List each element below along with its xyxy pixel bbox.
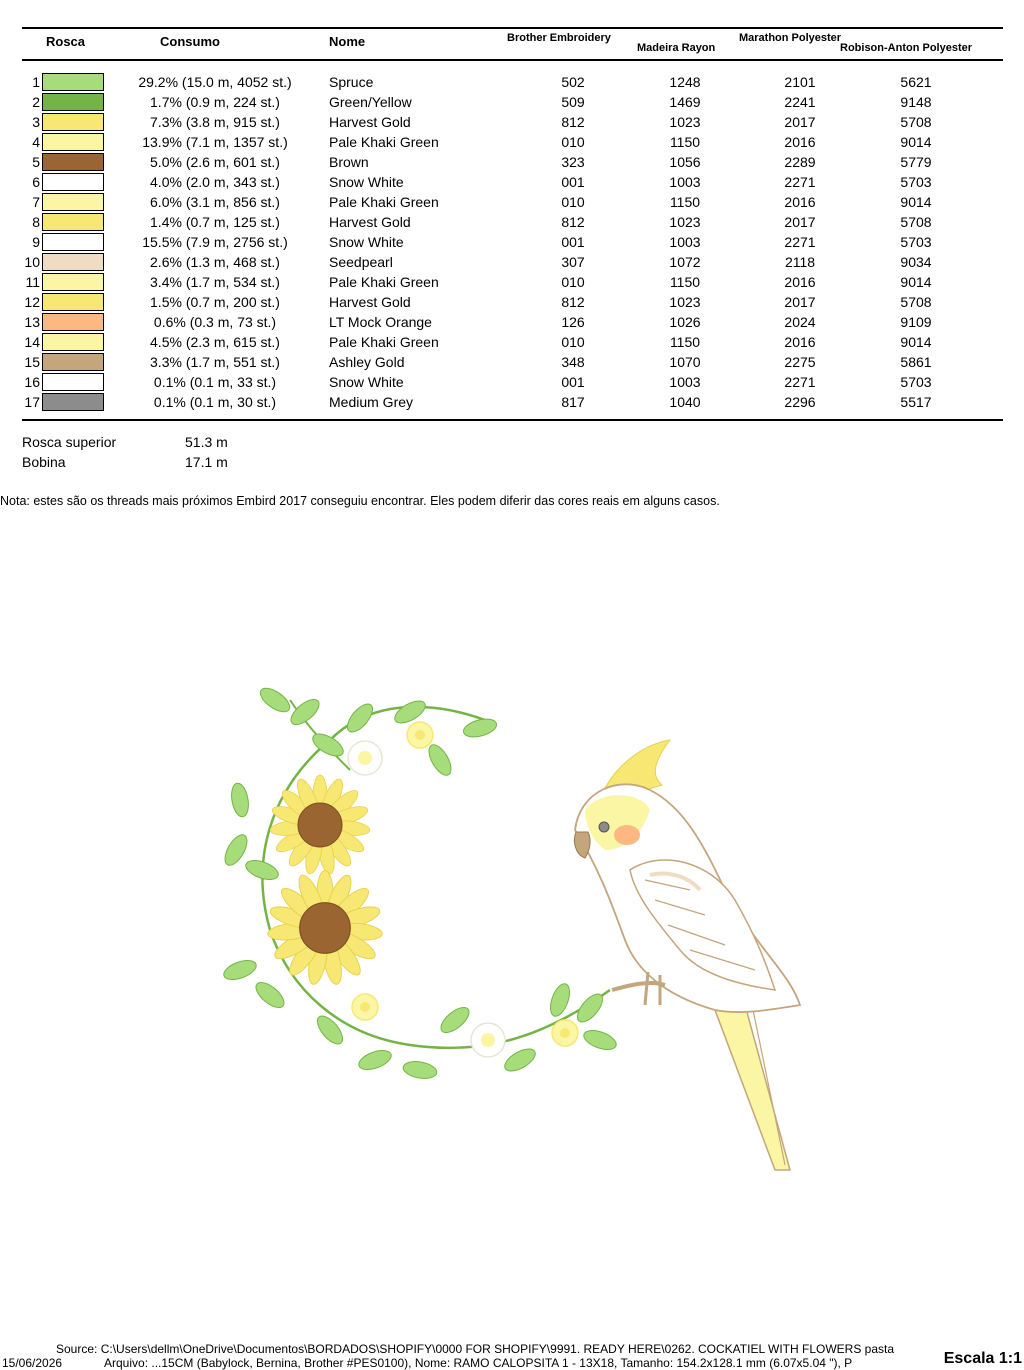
- row-thread-name: Pale Khaki Green: [329, 194, 439, 210]
- color-swatch: [42, 233, 104, 251]
- row-madeira-code: 1023: [669, 214, 701, 230]
- color-swatch: [42, 273, 104, 291]
- row-index: 5: [32, 154, 40, 170]
- row-brother-code: 010: [561, 134, 585, 150]
- row-robison-code: 9014: [900, 134, 932, 150]
- row-index: 17: [24, 394, 40, 410]
- row-marathon-code: 2101: [784, 74, 816, 90]
- row-index: 16: [24, 374, 40, 390]
- color-swatch: [42, 213, 104, 231]
- upper-thread-value: 51.3 m: [185, 434, 228, 450]
- row-consumption: 7.3% (3.8 m, 915 st.): [150, 114, 280, 130]
- row-robison-code: 9034: [900, 254, 932, 270]
- table-row: [0, 92, 1024, 112]
- row-index: 14: [24, 334, 40, 350]
- row-consumption: 3.4% (1.7 m, 534 st.): [150, 274, 280, 290]
- table-row: [0, 112, 1024, 132]
- row-robison-code: 5621: [900, 74, 932, 90]
- row-madeira-code: 1003: [669, 174, 701, 190]
- row-index: 13: [24, 314, 40, 330]
- footer-file: Arquivo: ...15CM (Babylock, Bernina, Brother #PES0100), Nome: RAMO CALOPSITA 1 - 13X18, Tamanho: 154.2x128.1 mm (6.07x5.04 "), P: [104, 1356, 853, 1370]
- table-row: [0, 372, 1024, 392]
- row-madeira-code: 1150: [669, 194, 701, 210]
- row-thread-name: Snow White: [329, 374, 404, 390]
- color-swatch: [42, 313, 104, 331]
- row-madeira-code: 1040: [669, 394, 701, 410]
- row-madeira-code: 1070: [669, 354, 701, 370]
- row-marathon-code: 2275: [784, 354, 816, 370]
- header-madeira: Madeira Rayon: [637, 42, 716, 54]
- table-row: [0, 312, 1024, 332]
- row-consumption: 5.0% (2.6 m, 601 st.): [150, 154, 280, 170]
- row-robison-code: 9014: [900, 334, 932, 350]
- row-robison-code: 9014: [900, 194, 932, 210]
- embroidery-design-image: [0, 520, 1024, 1330]
- row-marathon-code: 2017: [784, 214, 816, 230]
- table-row: [0, 392, 1024, 412]
- table-row: [0, 232, 1024, 252]
- row-thread-name: Harvest Gold: [329, 214, 411, 230]
- row-thread-name: Pale Khaki Green: [329, 334, 439, 350]
- row-consumption: 3.3% (1.7 m, 551 st.): [150, 354, 280, 370]
- row-thread-name: Harvest Gold: [329, 294, 411, 310]
- row-brother-code: 817: [561, 394, 585, 410]
- row-brother-code: 001: [561, 374, 585, 390]
- row-marathon-code: 2289: [784, 154, 816, 170]
- color-swatch: [42, 393, 104, 411]
- row-marathon-code: 2016: [784, 334, 816, 350]
- row-madeira-code: 1072: [669, 254, 701, 270]
- row-robison-code: 5517: [900, 394, 932, 410]
- row-madeira-code: 1248: [669, 74, 701, 90]
- row-marathon-code: 2241: [784, 94, 816, 110]
- row-brother-code: 001: [561, 174, 585, 190]
- row-madeira-code: 1003: [669, 234, 701, 250]
- row-consumption: 4.0% (2.0 m, 343 st.): [150, 174, 280, 190]
- row-thread-name: Pale Khaki Green: [329, 134, 439, 150]
- color-swatch: [42, 133, 104, 151]
- table-row: [0, 332, 1024, 352]
- row-thread-name: Green/Yellow: [329, 94, 412, 110]
- color-swatch: [42, 333, 104, 351]
- row-madeira-code: 1003: [669, 374, 701, 390]
- footer-date: 15/06/2026: [2, 1356, 63, 1370]
- row-consumption: 0.1% (0.1 m, 33 st.): [153, 374, 277, 390]
- row-robison-code: 5703: [900, 234, 932, 250]
- header-robison: Robison-Anton Polyester: [840, 42, 973, 54]
- row-brother-code: 010: [561, 274, 585, 290]
- row-thread-name: Spruce: [329, 74, 374, 90]
- row-robison-code: 5708: [900, 214, 932, 230]
- row-brother-code: 509: [561, 94, 585, 110]
- row-marathon-code: 2118: [784, 254, 816, 270]
- row-thread-name: Pale Khaki Green: [329, 274, 439, 290]
- footer-scale: Escala 1:1: [943, 1350, 1022, 1367]
- sunflower-icon: [270, 775, 371, 875]
- row-robison-code: 5708: [900, 114, 932, 130]
- row-brother-code: 812: [561, 214, 585, 230]
- table-row: [0, 72, 1024, 92]
- row-index: 8: [32, 214, 40, 230]
- footer-source: Source: C:\Users\dellm\OneDrive\Documentos\BORDADOS\SHOPIFY\0000 FOR SHOPIFY\9991. READY HERE\0262. COCKATIEL WITH FLOWERS pasta: [56, 1342, 895, 1356]
- row-thread-name: Harvest Gold: [329, 114, 411, 130]
- color-swatch: [42, 373, 104, 391]
- header-consumo: Consumo: [160, 34, 220, 49]
- color-swatch: [42, 73, 104, 91]
- row-thread-name: Snow White: [329, 174, 404, 190]
- table-header-rule: [22, 59, 1003, 61]
- color-swatch: [42, 353, 104, 371]
- row-brother-code: 126: [561, 314, 585, 330]
- row-brother-code: 307: [561, 254, 585, 270]
- row-robison-code: 5779: [900, 154, 932, 170]
- row-madeira-code: 1150: [669, 134, 701, 150]
- row-consumption: 1.5% (0.7 m, 200 st.): [150, 294, 280, 310]
- color-swatch: [42, 253, 104, 271]
- row-thread-name: Snow White: [329, 234, 404, 250]
- row-madeira-code: 1150: [669, 274, 701, 290]
- row-robison-code: 5708: [900, 294, 932, 310]
- row-robison-code: 9148: [900, 94, 932, 110]
- bobbin-value: 17.1 m: [185, 454, 228, 470]
- row-marathon-code: 2017: [784, 294, 816, 310]
- table-row: [0, 172, 1024, 192]
- table-bottom-rule: [22, 419, 1003, 421]
- row-brother-code: 010: [561, 334, 585, 350]
- row-marathon-code: 2271: [784, 174, 816, 190]
- row-marathon-code: 2296: [784, 394, 816, 410]
- sunflower-icon: [267, 871, 383, 986]
- header-marathon: Marathon Polyester: [739, 32, 842, 44]
- row-madeira-code: 1150: [669, 334, 701, 350]
- row-madeira-code: 1056: [669, 154, 701, 170]
- row-brother-code: 812: [561, 114, 585, 130]
- row-robison-code: 9014: [900, 274, 932, 290]
- table-row: [0, 192, 1024, 212]
- white-flower-icon: [348, 722, 578, 1057]
- row-madeira-code: 1026: [669, 314, 701, 330]
- row-marathon-code: 2271: [784, 374, 816, 390]
- row-marathon-code: 2016: [784, 274, 816, 290]
- row-brother-code: 001: [561, 234, 585, 250]
- color-swatch: [42, 113, 104, 131]
- bobbin-label: Bobina: [22, 454, 66, 470]
- table-top-rule: [22, 27, 1003, 29]
- row-index: 1: [32, 74, 40, 90]
- row-madeira-code: 1023: [669, 294, 701, 310]
- cockatiel-icon: [574, 740, 800, 1170]
- row-brother-code: 010: [561, 194, 585, 210]
- header-brother: Brother Embroidery: [507, 32, 611, 44]
- table-row: [0, 292, 1024, 312]
- header-rosca: Rosca: [46, 34, 86, 49]
- color-swatch: [42, 173, 104, 191]
- row-brother-code: 323: [561, 154, 585, 170]
- row-consumption: 0.1% (0.1 m, 30 st.): [153, 394, 277, 410]
- row-thread-name: Ashley Gold: [329, 354, 405, 370]
- color-swatch: [42, 193, 104, 211]
- row-consumption: 1.7% (0.9 m, 224 st.): [150, 94, 280, 110]
- row-index: 4: [32, 134, 40, 150]
- row-marathon-code: 2016: [784, 134, 816, 150]
- row-index: 7: [32, 194, 40, 210]
- thread-note: Nota: estes são os threads mais próximos Embird 2017 conseguiu encontrar. Eles podem diferir das cores reais em alguns casos.: [0, 494, 720, 508]
- row-robison-code: 5703: [900, 374, 932, 390]
- row-thread-name: LT Mock Orange: [329, 314, 432, 330]
- row-madeira-code: 1469: [669, 94, 701, 110]
- table-row: [0, 352, 1024, 372]
- row-marathon-code: 2016: [784, 194, 816, 210]
- table-row: [0, 152, 1024, 172]
- row-consumption: 4.5% (2.3 m, 615 st.): [150, 334, 280, 350]
- row-index: 15: [24, 354, 40, 370]
- row-consumption: 13.9% (7.1 m, 1357 st.): [142, 134, 288, 150]
- row-index: 10: [24, 254, 40, 270]
- row-consumption: 1.4% (0.7 m, 125 st.): [150, 214, 280, 230]
- color-swatch: [42, 293, 104, 311]
- row-consumption: 15.5% (7.9 m, 2756 st.): [142, 234, 288, 250]
- row-consumption: 6.0% (3.1 m, 856 st.): [150, 194, 280, 210]
- row-index: 12: [24, 294, 40, 310]
- row-consumption: 0.6% (0.3 m, 73 st.): [153, 314, 277, 330]
- row-index: 2: [32, 94, 40, 110]
- row-index: 11: [25, 274, 40, 290]
- thread-table-body: [0, 72, 1024, 412]
- color-swatch: [42, 153, 104, 171]
- row-robison-code: 5703: [900, 174, 932, 190]
- row-robison-code: 9109: [900, 314, 932, 330]
- table-row: [0, 212, 1024, 232]
- table-row: [0, 272, 1024, 292]
- color-swatch: [42, 93, 104, 111]
- row-brother-code: 502: [561, 74, 585, 90]
- row-robison-code: 5861: [900, 354, 932, 370]
- table-row: [0, 132, 1024, 152]
- row-marathon-code: 2024: [784, 314, 816, 330]
- row-index: 3: [32, 114, 40, 130]
- row-marathon-code: 2271: [784, 234, 816, 250]
- row-thread-name: Medium Grey: [329, 394, 414, 410]
- row-madeira-code: 1023: [669, 114, 701, 130]
- row-thread-name: Seedpearl: [329, 254, 393, 270]
- row-index: 9: [32, 234, 40, 250]
- row-index: 6: [32, 174, 40, 190]
- header-nome: Nome: [329, 34, 366, 49]
- row-brother-code: 812: [561, 294, 585, 310]
- row-consumption: 2.6% (1.3 m, 468 st.): [150, 254, 280, 270]
- row-consumption: 29.2% (15.0 m, 4052 st.): [138, 74, 292, 90]
- upper-thread-label: Rosca superior: [22, 434, 117, 450]
- row-brother-code: 348: [561, 354, 585, 370]
- row-thread-name: Brown: [329, 154, 369, 170]
- table-row: [0, 252, 1024, 272]
- row-marathon-code: 2017: [784, 114, 816, 130]
